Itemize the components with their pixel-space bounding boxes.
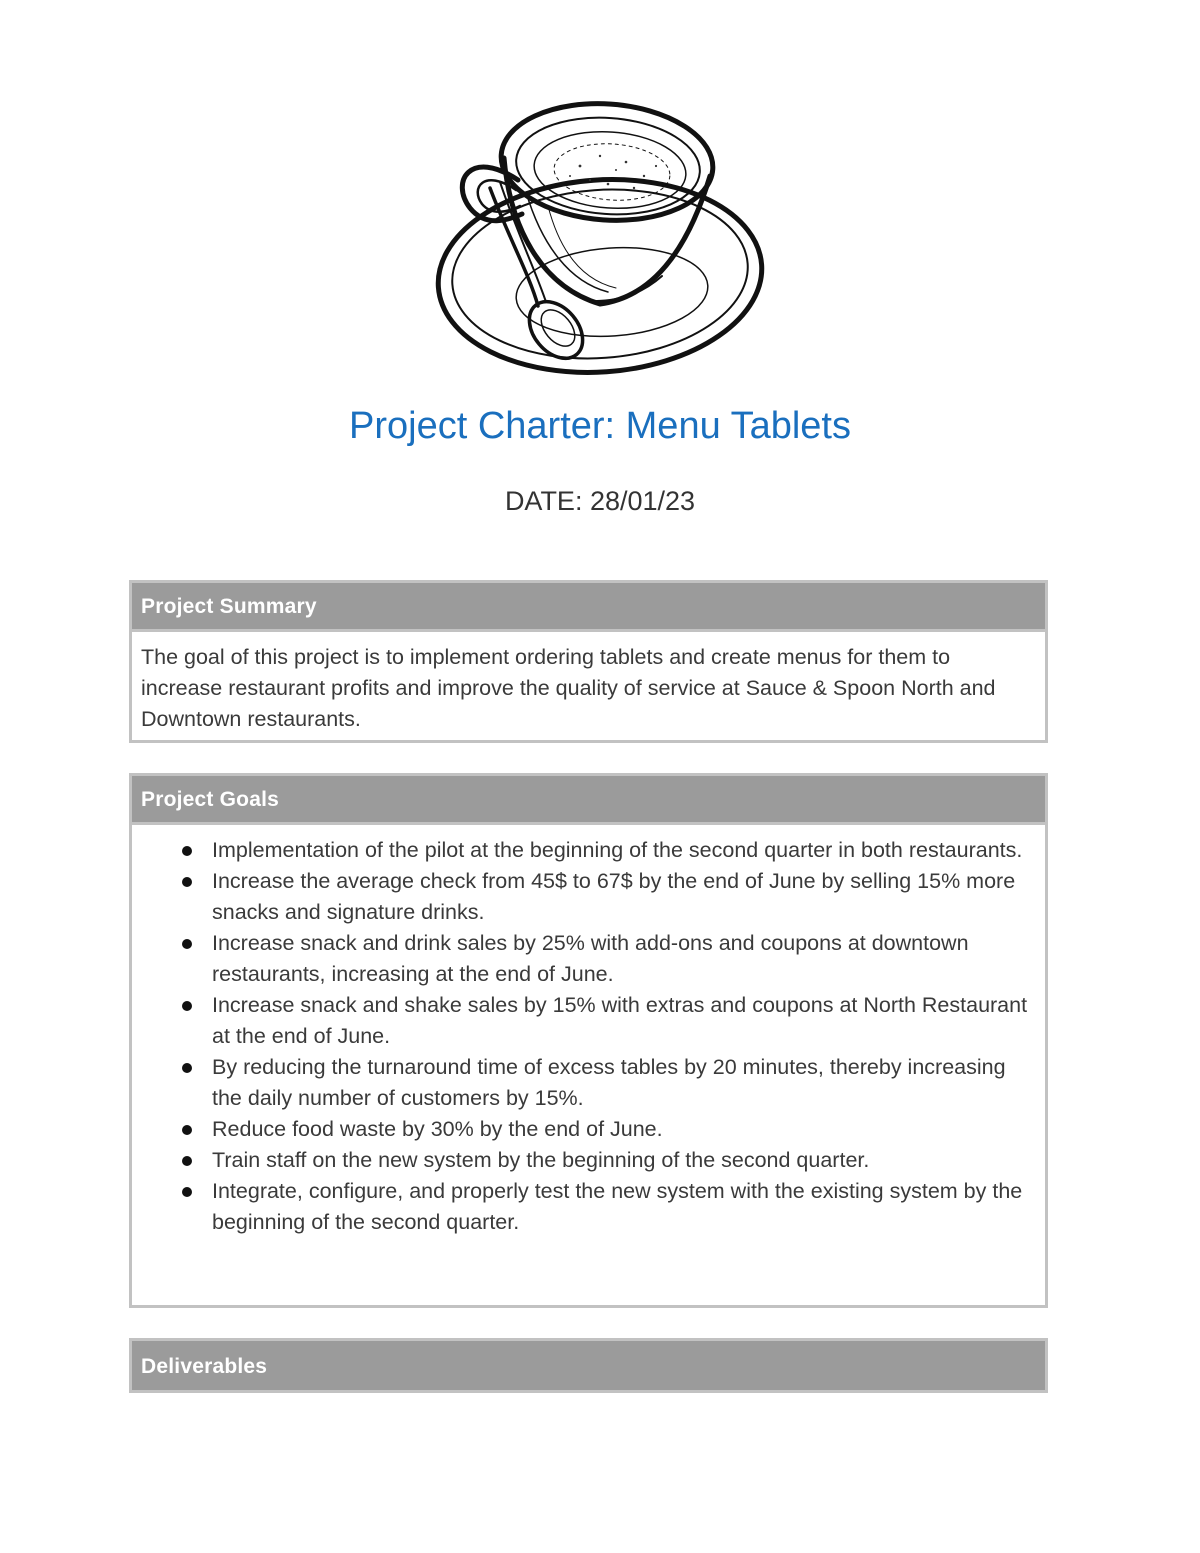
goal-item (141, 1114, 1035, 1145)
project-summary-text: The goal of this project is to implement ordering tablets and create menus for them to increase restaurant profits and improve the quality of service at Sauce & Spoon North and Downtown restaurants. (141, 645, 996, 731)
document-date: DATE: 28/01/23 (504, 486, 696, 516)
bullet-icon (182, 1063, 192, 1073)
bullet-icon (182, 846, 192, 856)
deliverables-heading: Deliverables (132, 1341, 1045, 1390)
project-summary-section (129, 580, 1048, 743)
goal-text: Integrate, configure, and properly test the new system with the existing system by the beginning of the second quarter. (212, 1179, 1023, 1234)
goal-text: Increase snack and shake sales by 15% with extras and coupons at North Restaurant at the end of June. (212, 993, 1028, 1048)
bullet-icon (182, 939, 192, 949)
goal-text: Increase the average check from 45$ to 67$ by the end of June by selling 15% more snacks and signature drinks. (212, 869, 1016, 924)
goal-item (141, 1145, 1035, 1176)
project-goals-list (141, 835, 1035, 1238)
goal-text: Train staff on the new system by the beginning of the second quarter. (212, 1148, 870, 1172)
goal-text: Reduce food waste by 30% by the end of June. (212, 1117, 663, 1141)
goal-text: Implementation of the pilot at the beginning of the second quarter in both restaurants. (212, 838, 1023, 862)
goal-text: By reducing the turnaround time of excess tables by 20 minutes, thereby increasing the daily number of customers by 15%. (212, 1055, 1006, 1110)
goal-item (141, 866, 1035, 928)
goal-text: Increase snack and drink sales by 25% with add-ons and coupons at downtown restaurants, increasing at the end of June. (212, 931, 969, 986)
project-summary-heading: Project Summary (132, 583, 1045, 632)
bullet-icon (182, 1156, 192, 1166)
bullet-icon (182, 1187, 192, 1197)
goal-item (141, 990, 1035, 1052)
deliverables-section (129, 1338, 1048, 1393)
bullet-icon (182, 1125, 192, 1135)
goal-item (141, 1176, 1035, 1238)
goal-item (141, 1052, 1035, 1114)
bullet-icon (182, 1001, 192, 1011)
project-goals-section (129, 773, 1048, 1308)
goal-item (141, 835, 1035, 866)
document-title: Project Charter: Menu Tablets (349, 405, 851, 447)
bullet-icon (182, 877, 192, 887)
goal-item (141, 928, 1035, 990)
project-goals-heading: Project Goals (132, 776, 1045, 825)
coffee-cup-icon (430, 96, 770, 386)
project-goals-body (132, 825, 1045, 1246)
